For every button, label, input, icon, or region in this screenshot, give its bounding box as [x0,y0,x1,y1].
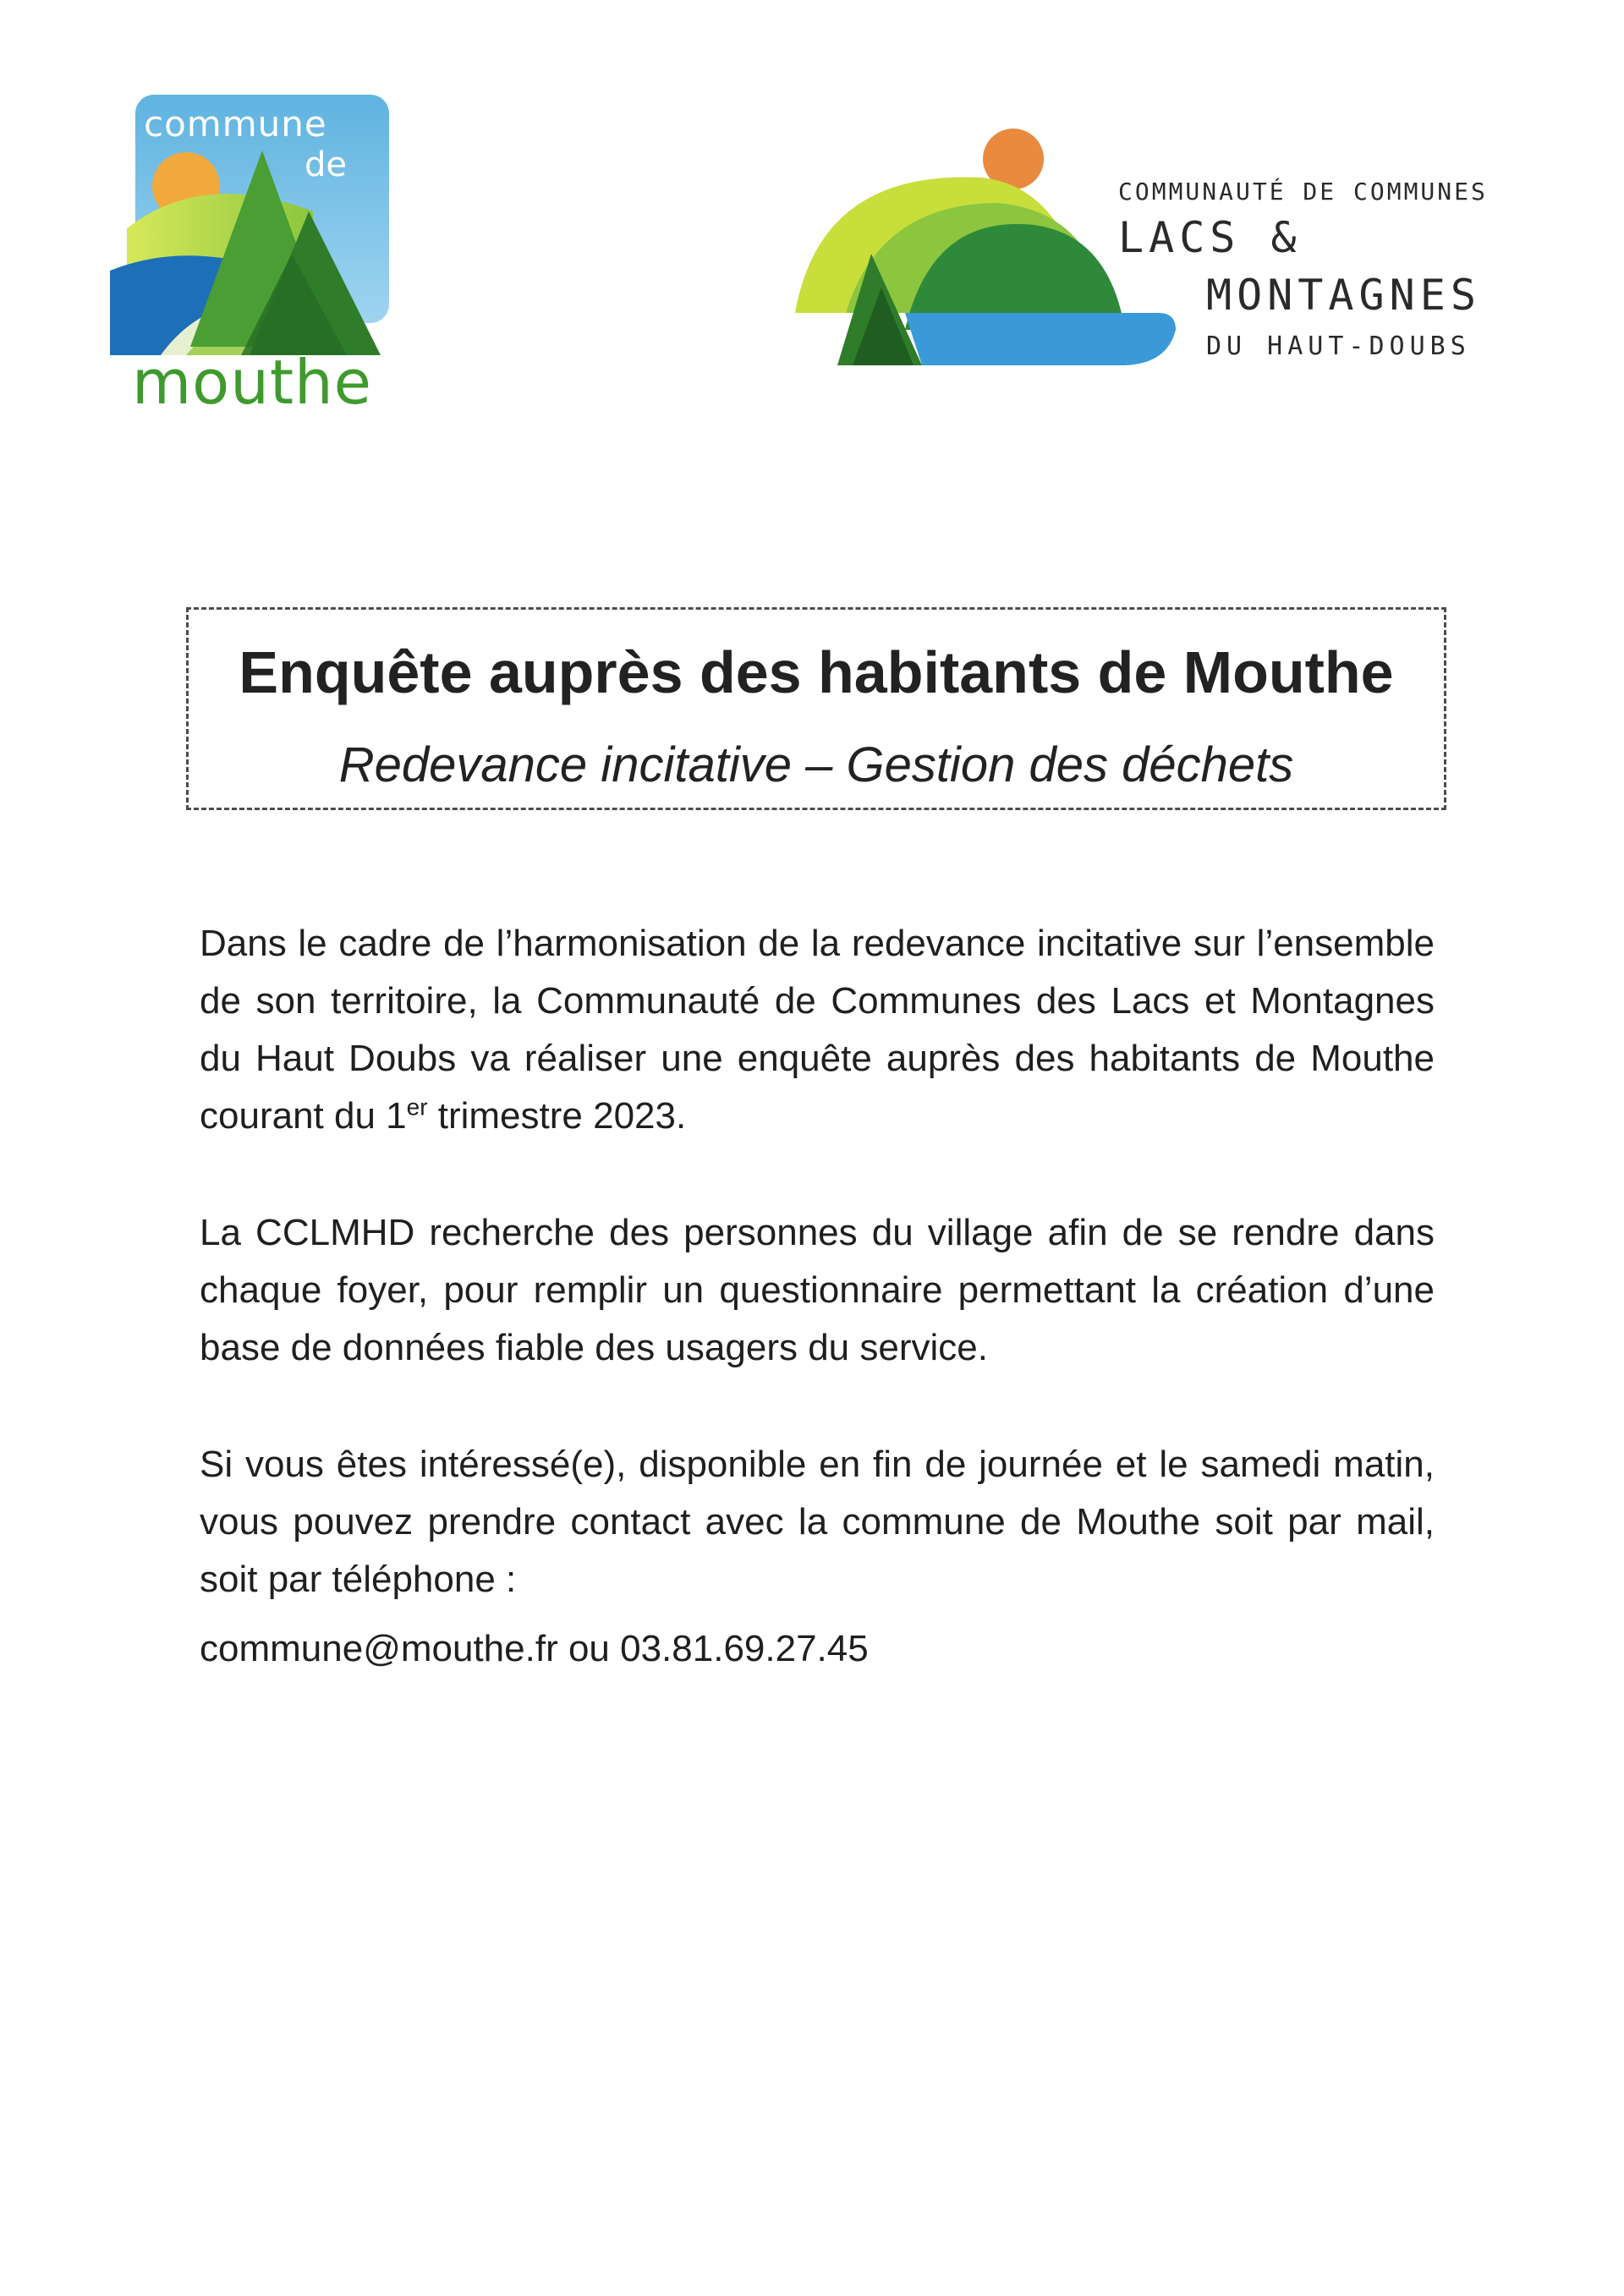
logo-cc-line3: MONTAGNES [1206,271,1481,320]
logo-de-text: de [304,145,347,184]
paragraph-1 [200,915,1435,1145]
logo-commune-text: commune [144,103,327,145]
title-box [186,607,1446,810]
logo-cc-line2: LACS & [1118,213,1302,262]
logo-cc-line1: COMMUNAUTÉ DE COMMUNES [1118,178,1488,205]
body-text [200,915,1435,1678]
paragraph-2: La CCLMHD recherche des personnes du village afin de se rendre dans chaque foyer, pour remplir un questionnaire permettant la création d’une base de données fiable des usagers du service. [200,1212,1435,1368]
paragraph-1-end: trimestre 2023. [427,1095,687,1137]
contact-line: commune@mouthe.fr ou 03.81.69.27.45 [200,1628,869,1669]
paragraph-3: Si vous êtes intéressé(e), disponible en fin de journée et le samedi matin, vous pouvez prendre contact avec la commune de Mouthe soit par mail, soit par téléphone : [200,1444,1435,1600]
logo-mouthe-text: mouthe [132,347,372,418]
page-subtitle: Redevance incitative – Gestion des déchets [338,737,1294,792]
paragraph-1-start: Dans le cadre de l’harmonisation de la redevance incitative sur l’ensemble de son territoire, la Communauté de Communes des Lacs et Montagnes du Haut Doubs va réaliser une enquête auprès des habitants de Mouthe courant du 1 [200,923,1435,1137]
commune-de-mouthe-logo [102,85,423,423]
page-title: Enquête auprès des habitants de Mouthe [239,639,1394,705]
cc-lacs-montagnes-logo [787,118,1531,389]
logo-cc-line4: DU HAUT-DOUBS [1206,332,1471,361]
paragraph-1-superscript: er [406,1093,428,1121]
